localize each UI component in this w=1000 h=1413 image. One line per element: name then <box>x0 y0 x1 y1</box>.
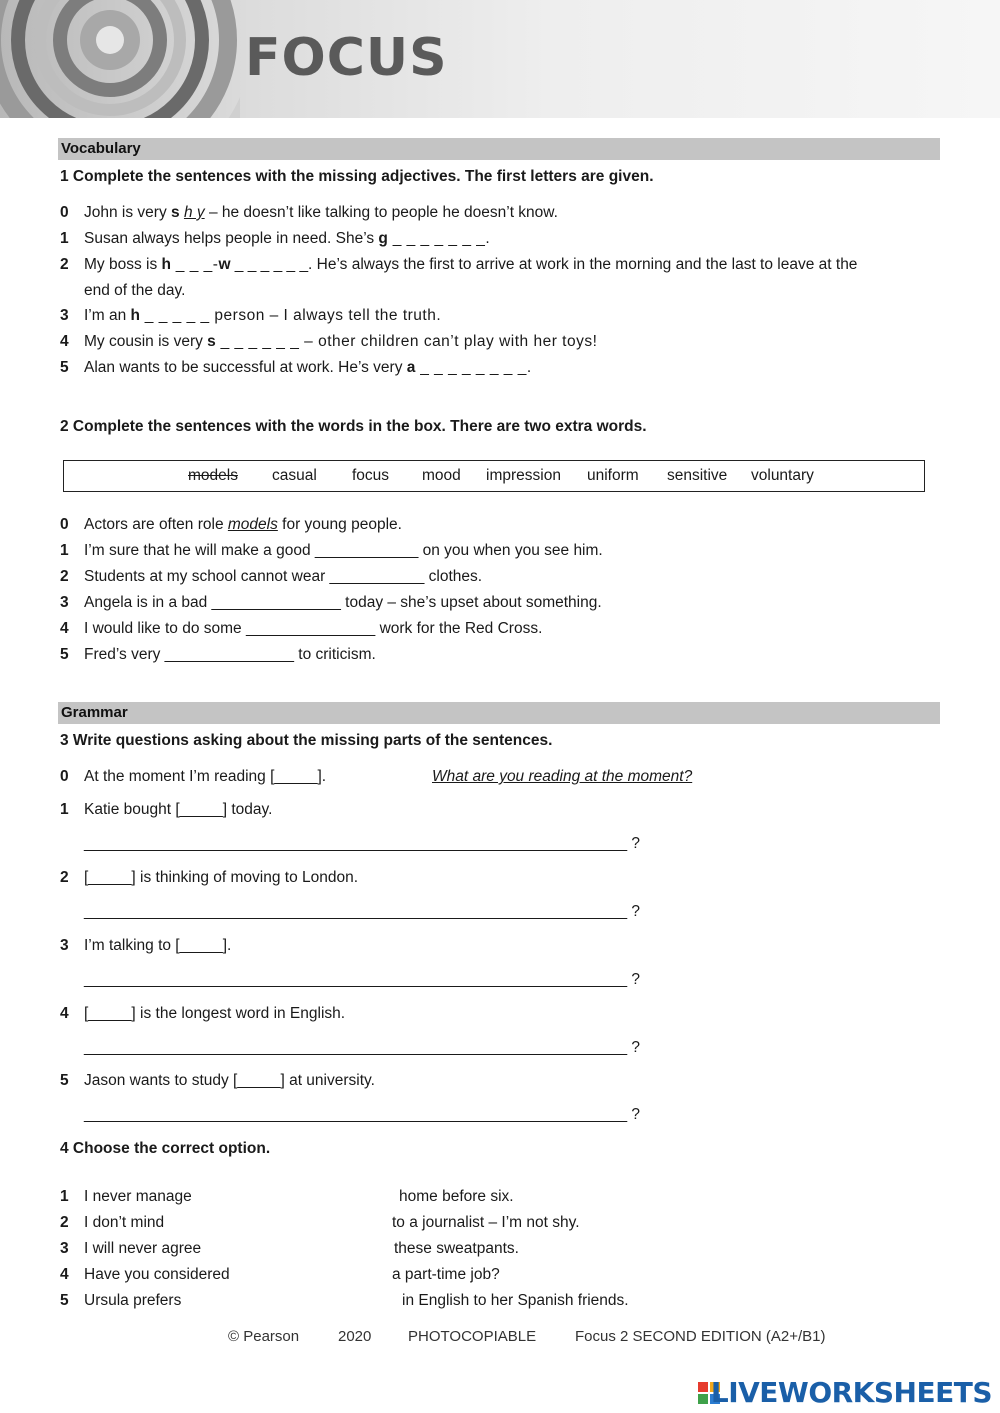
ex1-item-2-continuation: end of the day. <box>84 282 186 299</box>
item-text: I’m an <box>84 307 131 324</box>
example-answer: What are you reading at the moment? <box>432 768 693 785</box>
footer-edition: Focus 2 SECOND EDITION (A2+/B1) <box>575 1328 826 1345</box>
first-letter: s <box>207 333 216 350</box>
item-number: 0 <box>60 768 69 785</box>
item-ending: home before six. <box>399 1188 514 1205</box>
box-word-sensitive: sensitive <box>667 467 728 484</box>
item-number: 4 <box>60 333 69 350</box>
exercise-4-instruction: 4 Choose the correct option. <box>60 1140 271 1157</box>
item-text: My boss is <box>84 256 162 273</box>
first-letter: g <box>378 230 388 247</box>
item-text: Alan wants to be successful at work. He’s very <box>84 359 407 376</box>
exercise-2-instruction: 2 Complete the sentences with the words in the box. There are two extra words. <box>60 418 647 435</box>
page-header <box>0 0 1000 118</box>
footer-copyright: © Pearson <box>228 1328 300 1345</box>
item-number: 3 <box>60 307 69 324</box>
item-text: Katie bought [_____] today. <box>84 801 273 818</box>
box-word-mood: mood <box>422 467 461 484</box>
item-text: [_____] is the longest word in English. <box>84 1005 346 1022</box>
footer-year: 2020 <box>338 1328 372 1345</box>
item-ending: these sweatpants. <box>394 1240 519 1257</box>
item-text: At the moment I’m reading [_____]. <box>84 768 327 785</box>
box-word-impression: impression <box>486 467 561 484</box>
brand-title: FOCUS <box>245 28 448 88</box>
item-number: 1 <box>60 1188 69 1205</box>
item-text: Actors are often role <box>84 516 228 533</box>
item-text: Fred’s very _______________ to criticism. <box>84 646 376 663</box>
item-text: I never manage <box>84 1188 192 1205</box>
answer-line[interactable]: _______________________________________________________________ ? <box>84 1106 641 1123</box>
first-letter: a <box>406 359 416 376</box>
item-number: 5 <box>60 646 69 663</box>
item-text: – he doesn’t like talking to people he doesn’t know. <box>204 204 558 221</box>
item-number: 4 <box>60 1005 69 1022</box>
item-text: Susan always helps people in need. She’s <box>84 230 379 247</box>
answer-gap[interactable]: _ _ _ _ _ _ – other children can’t play with her toys! <box>215 333 598 350</box>
item-text: I’m sure that he will make a good ____________ on you when you see him. <box>84 542 603 559</box>
box-word-casual: casual <box>272 467 317 484</box>
item-ending: to a journalist – I’m not shy. <box>392 1214 580 1231</box>
box-word-uniform: uniform <box>587 467 639 484</box>
item-number: 4 <box>60 1266 69 1283</box>
example-answer: models <box>227 516 278 533</box>
item-number: 1 <box>60 801 69 818</box>
item-number: 5 <box>60 359 69 376</box>
first-letter: h <box>161 256 171 273</box>
item-number: 2 <box>60 568 69 585</box>
answer-gap[interactable]: _ _ _ _ _ _ _ _. <box>415 359 532 376</box>
item-number: 2 <box>60 256 69 273</box>
item-number: 0 <box>60 204 69 221</box>
item-number: 4 <box>60 620 69 637</box>
box-word-focus: focus <box>352 467 390 484</box>
item-text: John is very <box>84 204 172 221</box>
item-ending: a part-time job? <box>392 1266 500 1283</box>
item-number: 3 <box>60 1240 69 1257</box>
word-box <box>63 460 925 492</box>
item-text: for young people. <box>277 516 402 533</box>
item-text: Jason wants to study [_____] at university. <box>84 1072 375 1089</box>
exercise-1-instruction: 1 Complete the sentences with the missing adjectives. The first letters are given. <box>60 168 654 185</box>
item-number: 2 <box>60 869 69 886</box>
example-answer: h y <box>183 204 205 221</box>
first-letter: h <box>130 307 140 324</box>
liveworksheets-watermark[interactable]: LIVEWORKSHEETS <box>710 1376 992 1409</box>
exercise-3-instruction: 3 Write questions asking about the missing parts of the sentences. <box>60 732 553 749</box>
item-text: I don’t mind <box>84 1214 165 1231</box>
item-text: Have you considered <box>84 1266 230 1283</box>
item-number: 1 <box>60 542 69 559</box>
first-letter: s <box>171 204 180 221</box>
item-text: My cousin is very <box>84 333 208 350</box>
footer-photocopiable: PHOTOCOPIABLE <box>408 1328 537 1345</box>
item-number: 2 <box>60 1214 69 1231</box>
answer-line[interactable]: _______________________________________________________________ ? <box>84 971 641 988</box>
item-text: I would like to do some _______________ work for the Red Cross. <box>84 620 543 637</box>
vocabulary-section-bar: Vocabulary <box>58 138 940 160</box>
answer-line[interactable]: _______________________________________________________________ ? <box>84 1039 641 1056</box>
item-text: Ursula prefers <box>84 1292 182 1309</box>
item-text: I will never agree <box>84 1240 202 1257</box>
grammar-section-bar: Grammar <box>58 702 940 724</box>
first-letter: w <box>218 256 231 273</box>
item-number: 1 <box>60 230 69 247</box>
answer-gap[interactable]: _ _ _ _ _ person – I always tell the truth. <box>139 307 442 324</box>
answer-line[interactable]: _______________________________________________________________ ? <box>84 835 641 852</box>
item-number: 5 <box>60 1072 69 1089</box>
answer-gap[interactable]: _ _ _ _ _ _ _. <box>387 230 491 247</box>
box-word-voluntary: voluntary <box>751 467 814 484</box>
answer-line[interactable]: _______________________________________________________________ ? <box>84 903 641 920</box>
item-number: 5 <box>60 1292 69 1309</box>
item-ending: in English to her Spanish friends. <box>402 1292 629 1309</box>
answer-gap[interactable]: _ _ _- <box>170 256 219 273</box>
item-text: [_____] is thinking of moving to London. <box>84 869 359 886</box>
item-number: 3 <box>60 937 69 954</box>
item-text: Students at my school cannot wear ___________ clothes. <box>84 568 483 585</box>
item-number: 3 <box>60 594 69 611</box>
item-text: _ _ _ _ _ _. He’s always the first to arrive at work in the morning and the last to leave at the <box>230 256 858 273</box>
focus-logo-rings-icon <box>0 0 240 118</box>
item-text: Angela is in a bad _______________ today – she’s upset about something. <box>84 594 602 611</box>
item-number: 0 <box>60 516 69 533</box>
item-text: I’m talking to [_____]. <box>84 937 232 954</box>
box-word-models: models <box>188 467 238 484</box>
